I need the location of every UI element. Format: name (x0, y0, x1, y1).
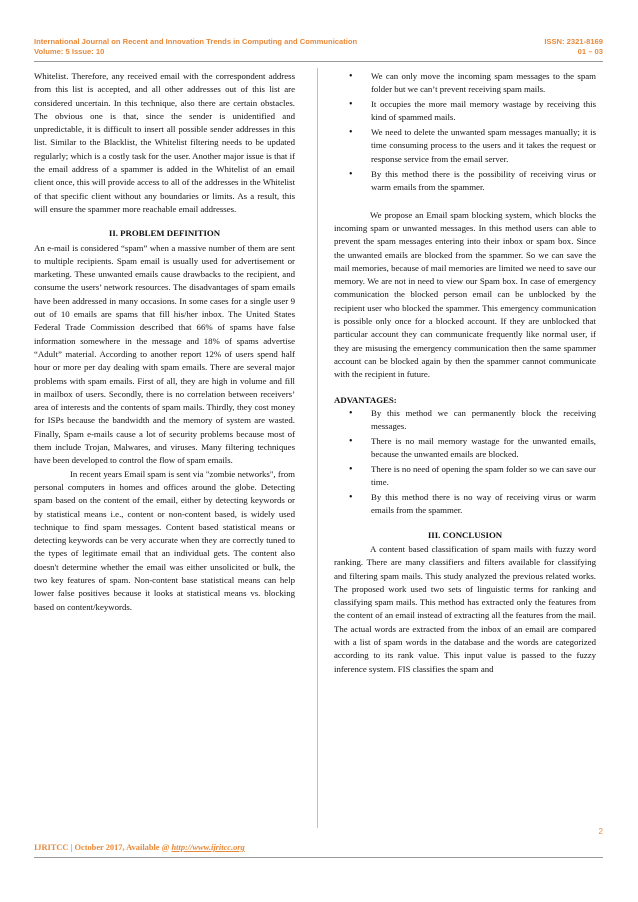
list-item: • By this method there is the possibility of receiving virus or warm emails from the spammer. (349, 168, 596, 192)
disadvantages-list (334, 70, 596, 194)
list-item: • By this method we can permanently block the receiving messages. (349, 407, 596, 432)
bullet-icon: • (349, 407, 353, 419)
page-range: 01 – 03 (577, 47, 603, 56)
footer-link[interactable]: http://www.ijritcc.org (171, 843, 245, 852)
header-rule (34, 61, 603, 62)
conclusion-paragraph: A content based classification of spam mails with fuzzy word ranking. There are many classifiers and filters available for classifying and filtering spam mails. This study analyzed the previous related works. The proposed work used two sets of linguistic terms for ranking and classifying spam mails. This method has extracted only the features from the content of an email instead of extracting all the features from the mail. The actual words are extracted from the inbox of an email are compared with a list of spam words in the database and the words are categorized according to its rank value. This input value is passed to the fuzzy inference system. FIS classifies the spam and (334, 544, 596, 674)
zombie-paragraph: In recent years Email spam is sent via "zombie networks", from personal computers in homes and offices around the globe. Detecting spam based on the content of the email, either by detecting keywords or by statistical means i.e., content or non-content based, is widely used technique to find spam messages. Content based statistical means or detecting keywords can be very accurate when they are correctly tuned to the types of legitimate email that an individual gets. The content also doesn't determine whether the email was either unsolicited or bulk, the two key features of spam. Non-content base statistical means can help lower false positives because it looks at statistical means vs. blocking based on content/keywords. (34, 468, 295, 612)
list-item: • By this method there is no way of receiving virus or warm emails from the spammer. (349, 492, 596, 516)
whitelist-paragraph: Whitelist. Therefore, any received email with the correspondent address from this list is accepted, and all other addresses out of this list are considered uncertain. In this technique, also there are certain obstacles. The obvious one is that, since the sender is unidentified and unpredictable, it is difficult to insert all possible sender addresses in this list. Similar to the Blacklist, the Whitelist filtering needs to be updated regularly; which is a costly task for the user. Another major issue is that if the email address of a spammer is added in the Whitelist of an email client once, this will provide access to all of the addresses in the Whitelist of that specific client without any boundaries or limits. As a result, this will ensure the spammer more reachable email addresses. (34, 71, 295, 214)
advantages-list (334, 407, 596, 518)
proposal-paragraph: We propose an Email spam blocking system, which blocks the incoming spam or unwanted messages. In this method users can able to prevent the spam messages entering into their inbox or spam box. Since the unwanted emails are blocked from the spammer. So we can save the mail memories, because of mail memories are limited we need to save our memory. We are not in need to view our Spam box. In case of emergency communication the blocked person email can be unblocked by the recipient user who blocked the spammer. This emergency communication is possible only once for a blocked account. If they are unblocked that particular account they can communicate frequently like normal user, if they are misusing the emergency communication then the same spammer account can be blocked again by then the spammer cannot communicate with the recipient in future. (334, 209, 596, 380)
problem-paragraph: An e-mail is considered “spam” when a massive number of them are sent to multiple recipients. Spam email is usually used for advertisement or marketing. These unwanted emails cause drawbacks to the recipient, and consume the users’ network resources. The disadvantages of spam emails have been addressed in many occasions. In some cases for a single user 9 out of 10 emails are spams that fill his/her inbox. The United States Federal Trade Commission described that 66% of spams have false information somewhere in the message and 18% of spams advertise “Adult” material. According to another report 12% of users spend half hour or more per day dealing with spam emails. There are several major problems with spam emails. First of all, they are high in volume and fill in mailbox of users. Secondly, there is no correlation between receivers’ area of interests and the contents of spam mails. Thirdly, they cost money for ISPs because the bandwidth and the memory of system are wasted. Finally, Spam e-mails cause a lot of security problems because most of them include Trojan, Malwares, and viruses. Many filtering techniques have been developed to control the flow of spam emails. (34, 242, 295, 466)
journal-volume: Volume: 5 Issue: 10 (34, 47, 105, 56)
bullet-icon: • (349, 168, 353, 180)
bullet-icon: • (349, 492, 353, 504)
list-item: • We can only move the incoming spam messages to the spam folder but we can’t prevent receiving spam mails. (349, 71, 596, 95)
bullet-icon: • (349, 127, 353, 139)
section-title-conclusion: III. CONCLUSION (427, 529, 503, 540)
bullet-icon: • (349, 71, 353, 82)
list-item: • It occupies the more mail memory wastage by receiving this kind of spammed mails. (349, 99, 596, 123)
list-item: • There is no need of opening the spam folder so we can save our time. (349, 464, 596, 488)
page-number: 2 (598, 827, 603, 836)
section-title-problem-definition: II. PROBLEM DEFINITION (108, 228, 221, 239)
journal-title: International Journal on Recent and Innovation Trends in Computing and Communication (34, 37, 358, 46)
list-item: • We need to delete the unwanted spam messages manually; it is time consuming process to the users and it takes the request or response service from the email server. (349, 127, 596, 164)
footer-text: IJRITCC | October 2017, Available @ (34, 843, 172, 852)
list-item: • There is no mail memory wastage for the unwanted emails, because the unwanted emails are blocked. (349, 435, 596, 460)
right-column (334, 70, 596, 676)
column-divider (317, 68, 318, 828)
running-footer (34, 843, 245, 852)
footer-rule (34, 857, 603, 858)
bullet-icon: • (349, 99, 353, 111)
bullet-icon: • (349, 435, 353, 447)
bullet-icon: • (349, 464, 353, 476)
advantages-heading: ADVANTAGES: (334, 394, 397, 405)
issn: ISSN: 2321-8169 (544, 37, 603, 46)
spacer (334, 196, 596, 209)
left-column (34, 70, 295, 614)
